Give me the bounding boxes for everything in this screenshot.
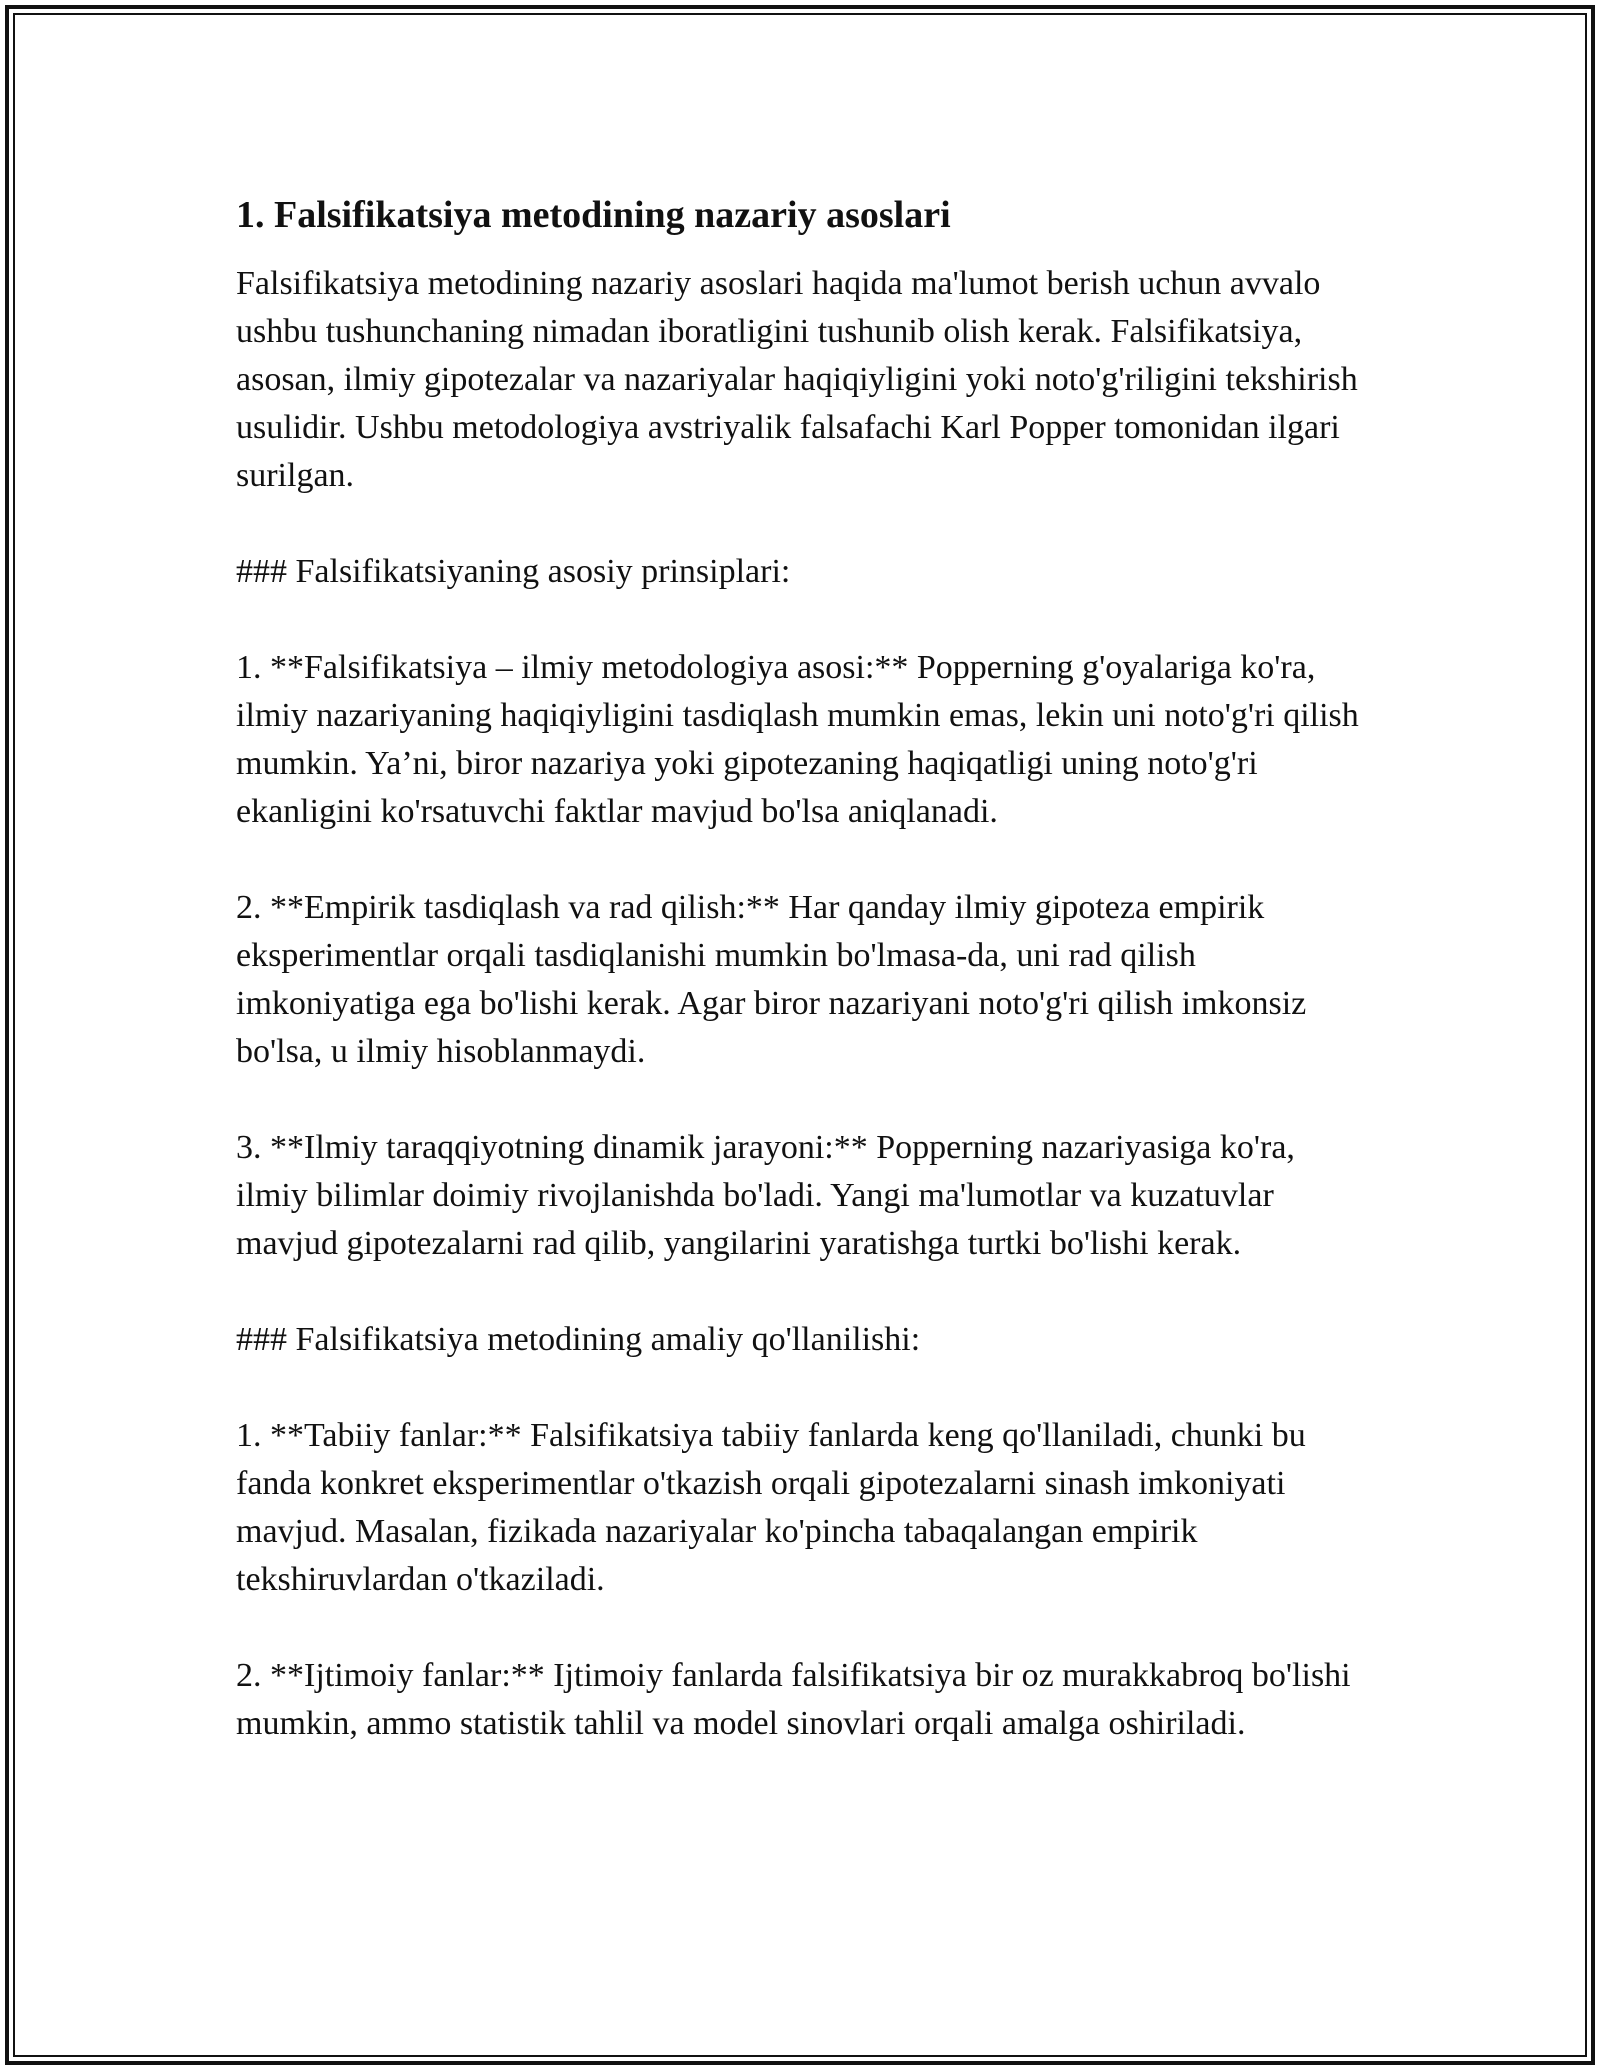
principle-item: 1. **Falsifikatsiya – ilmiy metodologiya asosi:** Popperning g'oyalariga ko'ra, ilmiy nazariyaning haqiqiyligini tasdiqlash mumkin emas, lekin uni noto'g'ri qilish mumkin. Ya’ni, biror nazariya yoki gipotezaning haqiqatligi uning noto'g'ri ekanligini ko'rsatuvchi faktlar mavjud bo'lsa aniqlanadi. — [236, 649, 1359, 830]
document-body — [236, 190, 1366, 1796]
section-heading-applications: ### Falsifikatsiya metodining amaliy qo'llanilishi: — [236, 1321, 921, 1358]
principle-item: 3. **Ilmiy taraqqiyotning dinamik jarayoni:** Popperning nazariyasiga ko'ra, ilmiy bilimlar doimiy rivojlanishda bo'ladi. Yangi ma'lumotlar va kuzatuvlar mavjud gipotezalarni rad qilib, yangilarini yaratishga turtki bo'lishi kerak. — [236, 1129, 1295, 1262]
application-item: 2. **Ijtimoiy fanlar:** Ijtimoiy fanlarda falsifikatsiya bir oz murakkabroq bo'lishi mumkin, ammo statistik tahlil va model sinovlari orqali amalga oshiriladi. — [236, 1657, 1351, 1742]
document-title: 1. Falsifikatsiya metodining nazariy asoslari — [236, 194, 951, 236]
section-heading-principles: ### Falsifikatsiyaning asosiy prinsiplari: — [236, 553, 791, 590]
application-item: 1. **Tabiiy fanlar:** Falsifikatsiya tabiiy fanlarda keng qo'llaniladi, chunki bu fanda konkret eksperimentlar o'tkazish orqali gipotezalarni sinash imkoniyati mavjud. Masalan, fizikada nazariyalar ko'pincha tabaqalangan empirik tekshiruvlardan o'tkaziladi. — [236, 1417, 1306, 1598]
principle-item: 2. **Empirik tasdiqlash va rad qilish:** Har qanday ilmiy gipoteza empirik eksperimentlar orqali tasdiqlanishi mumkin bo'lmasa-da, uni rad qilish imkoniyatiga ega bo'lishi kerak. Agar biror nazariyani noto'g'ri qilish imkonsiz bo'lsa, u ilmiy hisoblanmaydi. — [236, 889, 1307, 1070]
intro-paragraph: Falsifikatsiya metodining nazariy asoslari haqida ma'lumot berish uchun avvalo ushbu tushunchaning nimadan iboratligini tushunib olish kerak. Falsifikatsiya, asosan, ilmiy gipotezalar va nazariyalar haqiqiyligini yoki noto'g'riligini tekshirish usulidir. Ushbu metodologiya avstriyalik falsafachi Karl Popper tomonidan ilgari surilgan. — [236, 265, 1358, 494]
